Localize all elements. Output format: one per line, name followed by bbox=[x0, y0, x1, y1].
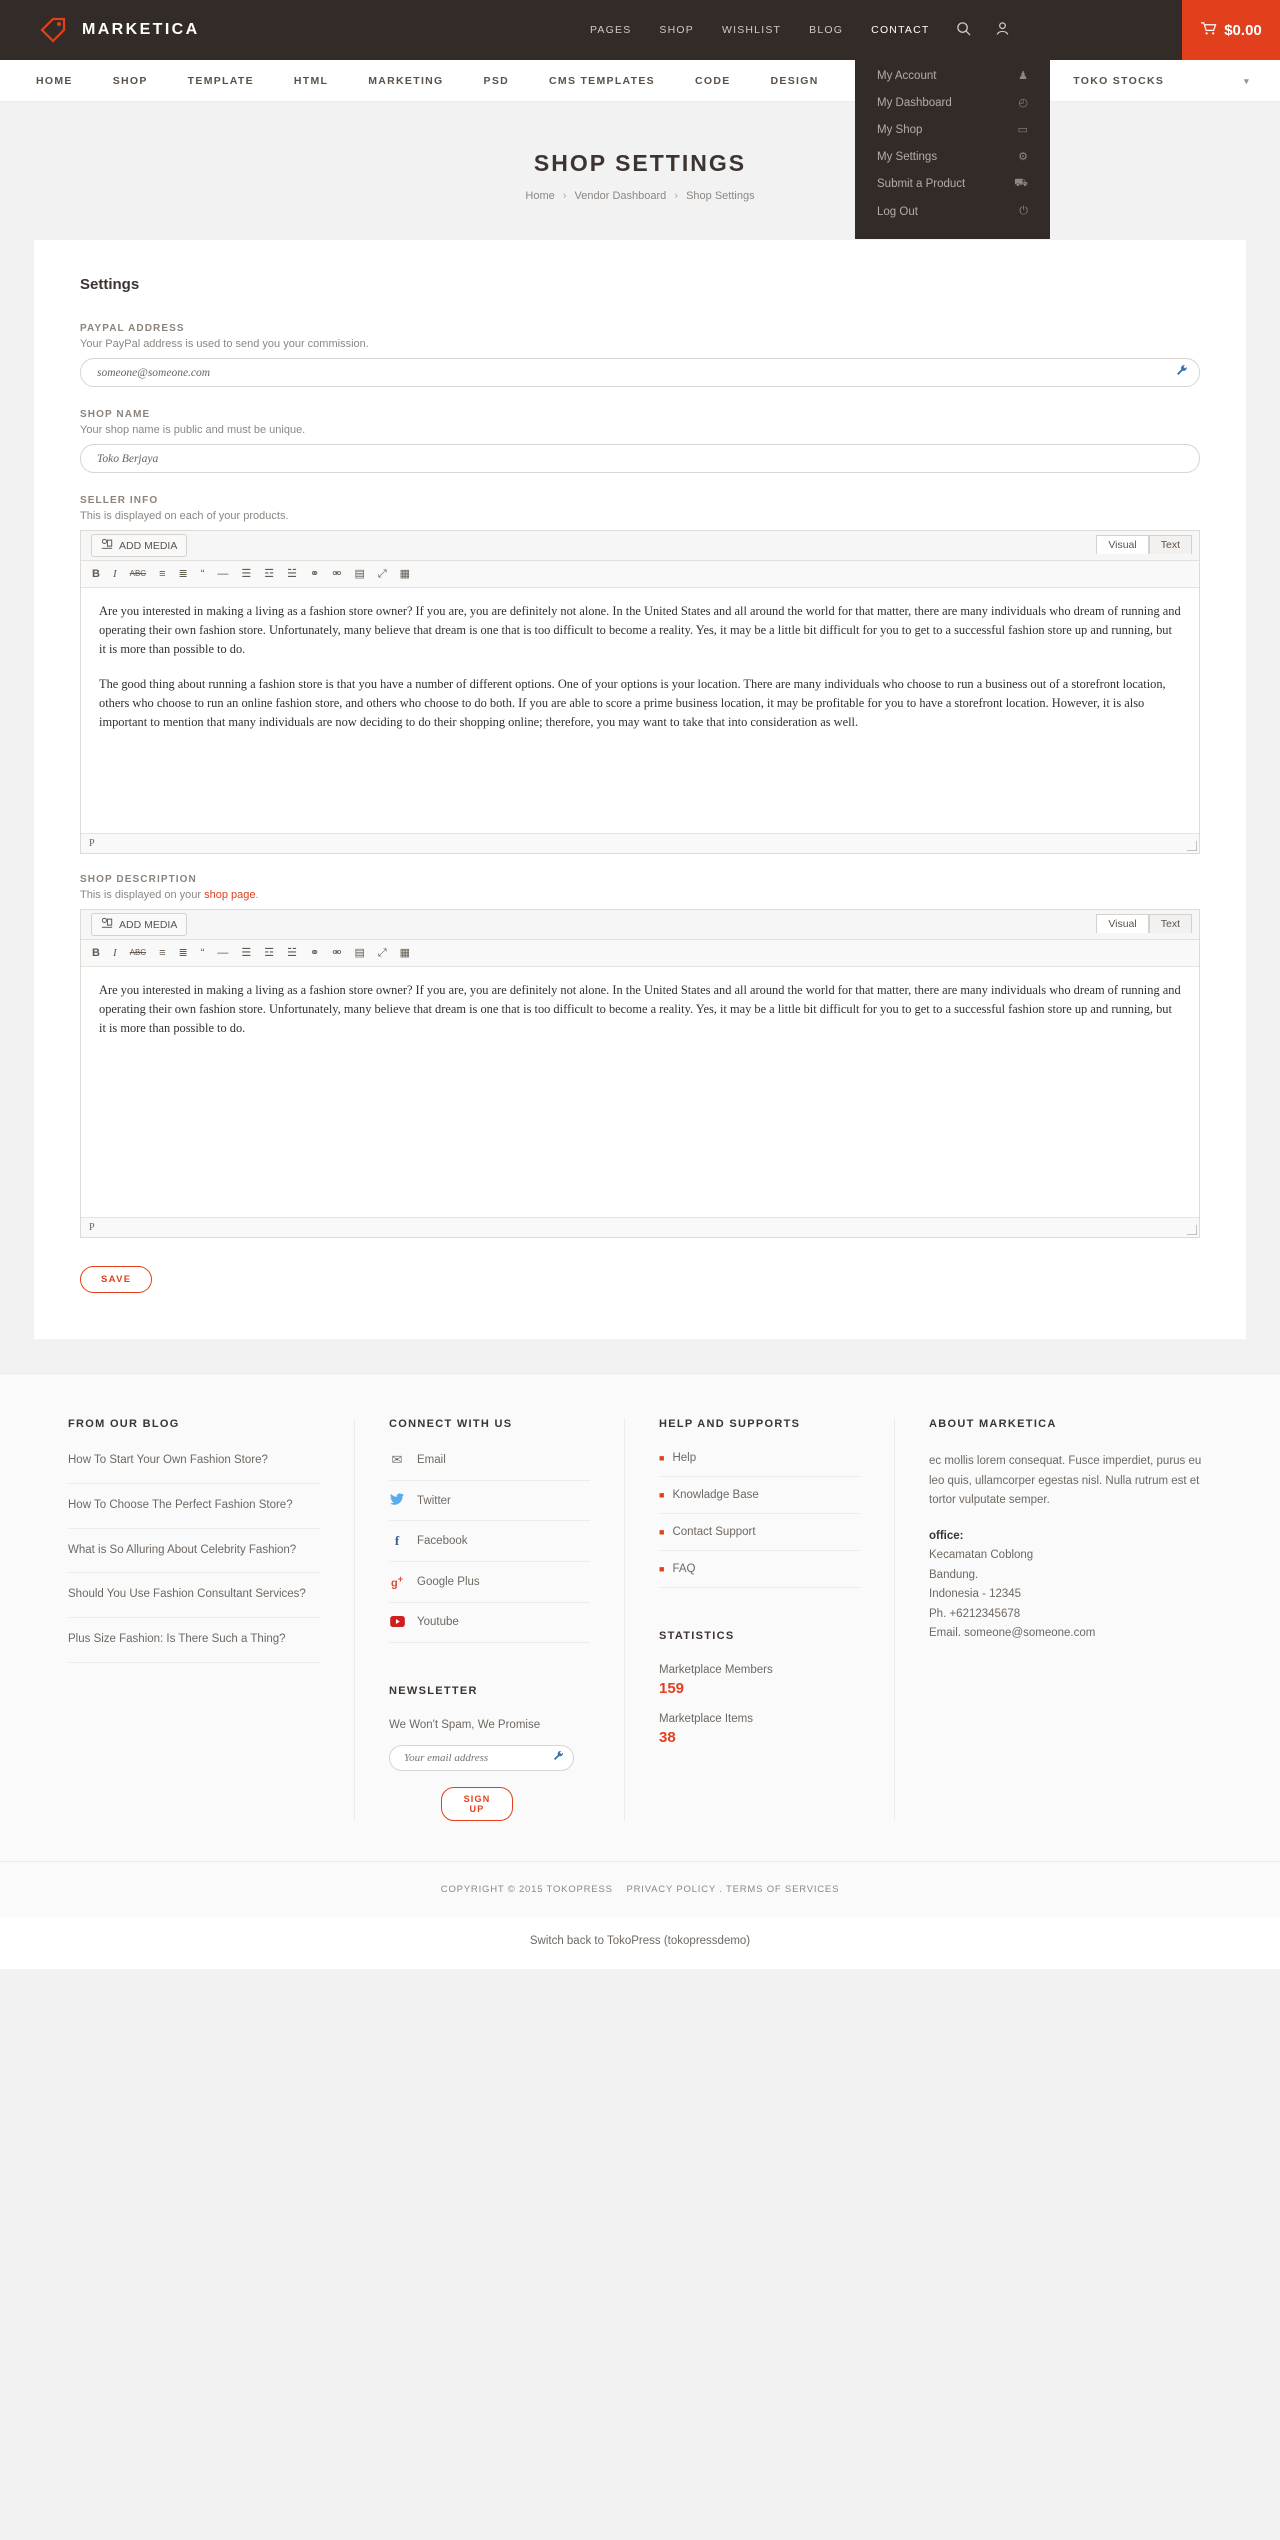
kitchen-sink-icon[interactable]: ▦ bbox=[399, 567, 411, 580]
help-link-help[interactable] bbox=[659, 1452, 860, 1477]
footer-help-column bbox=[624, 1418, 894, 1821]
nav-item-code[interactable]: CODE bbox=[694, 74, 731, 87]
newsletter-field-wrap bbox=[389, 1745, 574, 1771]
about-office-label: office: bbox=[929, 1529, 964, 1542]
footer-about-column bbox=[894, 1418, 1246, 1821]
terms-of-services-link[interactable]: TERMS OF SERVICES bbox=[726, 1883, 840, 1895]
footer-blog-title: FROM OUR BLOG bbox=[68, 1418, 180, 1430]
strikethrough-icon[interactable]: ABC bbox=[129, 948, 147, 957]
wrench-icon[interactable] bbox=[553, 1750, 564, 1764]
shop-name-field-wrap bbox=[80, 444, 1200, 473]
social-label: Twitter bbox=[417, 1494, 451, 1507]
paypal-help: Your PayPal address is used to send you your commission. bbox=[80, 338, 369, 350]
google-plus-icon: g+ bbox=[390, 1574, 404, 1590]
topnav-item-pages[interactable]: PAGES bbox=[590, 24, 632, 36]
copyright-text: COPYRIGHT © 2015 TOKOPRESS bbox=[440, 1883, 613, 1895]
cart-icon: ⛟ bbox=[1014, 177, 1028, 189]
social-link-facebook[interactable] bbox=[389, 1533, 590, 1562]
main-nav bbox=[0, 60, 1280, 102]
editor-statusbar bbox=[81, 1217, 1199, 1237]
bold-icon[interactable]: B bbox=[92, 946, 100, 959]
nav-item-marketing[interactable]: MARKETING bbox=[368, 74, 444, 87]
nav-item-design[interactable]: DESIGN bbox=[770, 74, 819, 87]
add-media-button[interactable] bbox=[91, 534, 187, 557]
shop-description-editor bbox=[80, 909, 1200, 1238]
seller-info-help: This is displayed on each of your products. bbox=[80, 510, 289, 522]
cart-button[interactable] bbox=[1182, 0, 1280, 60]
mail-icon: ✉ bbox=[391, 1452, 403, 1467]
seller-info-editor bbox=[80, 530, 1200, 854]
paypal-input[interactable] bbox=[80, 358, 1200, 387]
shop-description-textarea[interactable] bbox=[81, 967, 1199, 1217]
align-right-icon[interactable]: ☱ bbox=[287, 567, 298, 580]
read-more-icon[interactable]: ▤ bbox=[354, 946, 365, 959]
unlink-icon[interactable]: ⚮ bbox=[332, 946, 342, 959]
editor-paragraph: Are you interested in making a living as a fashion store owner? If you are, you are definitely not alone. In the United States and all around the world for that matter, there are many individuals who dream of running and operating their own fashion store. Unfortunately, many believe that dream is one that is too difficult to become a reality. Yes, it may be a little bit difficult for you to get to a successful fashion store up and running, but it is more than possible to do. bbox=[99, 983, 1181, 1036]
editor-tabs bbox=[1096, 535, 1192, 554]
footer bbox=[0, 1373, 1280, 1861]
newsletter-signup-button[interactable]: SIGN UP bbox=[441, 1787, 513, 1821]
about-office-line: Indonesia - 12345 bbox=[929, 1588, 1022, 1601]
copyright-separator: . bbox=[719, 1883, 723, 1895]
newsletter-subtitle: We Won't Spam, We Promise bbox=[389, 1718, 541, 1731]
align-left-icon[interactable]: ☰ bbox=[241, 567, 252, 580]
top-icon-group bbox=[956, 21, 1010, 39]
nav-item-html[interactable]: HTML bbox=[293, 74, 329, 87]
nav-item-cms-templates[interactable]: CMS TEMPLATES bbox=[549, 74, 655, 87]
breadcrumb bbox=[0, 190, 1280, 202]
topnav-item-shop[interactable]: SHOP bbox=[659, 24, 694, 36]
topnav-item-blog[interactable]: BLOG bbox=[809, 24, 844, 36]
help-prefix: This is displayed on your bbox=[80, 889, 205, 901]
editor-toolbar bbox=[81, 940, 1199, 967]
dropdown-item-my-settings[interactable] bbox=[855, 143, 1050, 170]
stat-label-items: Marketplace Items bbox=[659, 1713, 753, 1725]
social-link-google-plus[interactable] bbox=[389, 1574, 590, 1603]
help-label: Help bbox=[672, 1452, 697, 1464]
bullet-list-icon[interactable]: ≡ bbox=[159, 946, 166, 959]
bullet-icon: ■ bbox=[659, 1490, 665, 1500]
blog-link[interactable]: Plus Size Fashion: Is There Such a Thing? bbox=[68, 1631, 320, 1663]
shop-icon: ▭ bbox=[1017, 124, 1028, 136]
italic-icon[interactable]: I bbox=[112, 946, 117, 959]
numbered-list-icon[interactable]: ≣ bbox=[178, 946, 188, 959]
tab-visual[interactable]: Visual bbox=[1096, 914, 1148, 933]
search-icon[interactable] bbox=[956, 21, 971, 39]
stat-label-members: Marketplace Members bbox=[659, 1664, 773, 1676]
footer-help-title: HELP AND SUPPORTS bbox=[659, 1418, 801, 1430]
align-center-icon[interactable]: ☲ bbox=[264, 946, 275, 959]
wrench-icon[interactable] bbox=[1176, 364, 1188, 379]
tab-text[interactable]: Text bbox=[1149, 914, 1192, 933]
kitchen-sink-icon[interactable]: ▦ bbox=[399, 946, 411, 959]
resize-handle-icon[interactable] bbox=[1187, 841, 1197, 851]
statistics-title: STATISTICS bbox=[659, 1630, 735, 1642]
fullscreen-icon[interactable]: ⤢ bbox=[377, 567, 387, 580]
chevron-down-icon[interactable]: ▾ bbox=[1244, 75, 1250, 86]
add-media-label: ADD MEDIA bbox=[119, 918, 178, 931]
youtube-icon bbox=[389, 1615, 405, 1630]
about-office-line: Email. someone@someone.com bbox=[929, 1627, 1096, 1640]
switch-back-link[interactable]: Switch back to TokoPress (tokopressdemo) bbox=[529, 1934, 751, 1947]
link-icon[interactable]: ⚭ bbox=[310, 567, 320, 580]
align-right-icon[interactable]: ☱ bbox=[287, 946, 298, 959]
user-icon[interactable] bbox=[995, 21, 1010, 39]
shop-name-label: SHOP NAME bbox=[80, 409, 151, 420]
seller-info-textarea[interactable] bbox=[81, 588, 1199, 833]
help-link-faq[interactable] bbox=[659, 1563, 860, 1588]
switch-bar bbox=[0, 1917, 1280, 1969]
cart-icon bbox=[1200, 21, 1217, 40]
add-media-button[interactable] bbox=[91, 913, 187, 936]
italic-icon[interactable]: I bbox=[112, 567, 117, 580]
account-dropdown bbox=[855, 50, 1050, 239]
help-label: FAQ bbox=[672, 1563, 696, 1575]
settings-icon: ⚙ bbox=[1018, 151, 1028, 163]
page-header bbox=[0, 102, 1280, 202]
dropdown-item-label: Submit a Product bbox=[877, 178, 966, 190]
paypal-label: PAYPAL ADDRESS bbox=[80, 323, 185, 334]
fullscreen-icon[interactable]: ⤢ bbox=[377, 946, 387, 959]
help-label: Knowladge Base bbox=[672, 1489, 759, 1501]
privacy-policy-link[interactable]: PRIVACY POLICY bbox=[626, 1883, 716, 1895]
social-label: Facebook bbox=[417, 1535, 468, 1547]
editor-toolbar bbox=[81, 561, 1199, 588]
about-text: ec mollis lorem consequat. Fusce imperdiet, purus eu leo quis, ullamcorper egestas nisl. Nulla rutrum est et tortor vulputate semper. bbox=[929, 1455, 1202, 1507]
media-icon bbox=[101, 917, 113, 932]
blockquote-icon[interactable]: “ bbox=[200, 567, 205, 580]
read-more-icon[interactable]: ▤ bbox=[354, 567, 365, 580]
seller-info-label: SELLER INFO bbox=[80, 495, 159, 506]
logo[interactable] bbox=[0, 13, 370, 47]
bold-icon[interactable]: B bbox=[92, 567, 100, 580]
unlink-icon[interactable]: ⚮ bbox=[332, 567, 342, 580]
settings-heading: Settings bbox=[80, 276, 140, 293]
help-link-knowladge-base[interactable] bbox=[659, 1489, 860, 1514]
horizontal-rule-icon[interactable]: — bbox=[217, 946, 229, 959]
settings-card bbox=[34, 240, 1246, 1339]
breadcrumb-separator: › bbox=[674, 190, 679, 202]
newsletter-email-input[interactable] bbox=[389, 1745, 574, 1771]
shop-name-help: Your shop name is public and must be unique. bbox=[80, 424, 306, 436]
editor-topbar bbox=[81, 531, 1199, 561]
topnav-item-contact[interactable]: CONTACT bbox=[871, 24, 930, 36]
nav-item-psd[interactable]: PSD bbox=[483, 74, 510, 87]
brand-name: MARKETICA bbox=[82, 21, 200, 38]
media-icon bbox=[101, 538, 113, 553]
breadcrumb-item-shop-settings: Shop Settings bbox=[686, 190, 755, 202]
blog-link[interactable]: What is So Alluring About Celebrity Fashion? bbox=[68, 1542, 320, 1574]
about-office-line: Ph. +6212345678 bbox=[929, 1607, 1021, 1620]
social-label: Email bbox=[417, 1454, 446, 1466]
logout-icon: ⏻ bbox=[1019, 205, 1028, 217]
help-suffix: . bbox=[255, 889, 259, 901]
link-icon[interactable]: ⚭ bbox=[310, 946, 320, 959]
horizontal-rule-icon[interactable]: — bbox=[217, 567, 229, 580]
shop-name-input[interactable] bbox=[80, 444, 1200, 473]
top-bar bbox=[0, 0, 1280, 60]
resize-handle-icon[interactable] bbox=[1187, 1225, 1197, 1235]
add-media-label: ADD MEDIA bbox=[119, 539, 178, 552]
social-label: Youtube bbox=[417, 1616, 459, 1629]
dropdown-item-label: My Dashboard bbox=[877, 96, 952, 109]
social-link-email[interactable] bbox=[389, 1452, 590, 1481]
editor-path: P bbox=[89, 1222, 95, 1233]
nav-right-group bbox=[1073, 60, 1250, 102]
copyright-bar bbox=[0, 1861, 1280, 1917]
bullet-icon: ■ bbox=[659, 1527, 665, 1537]
about-office-line: Kecamatan Coblong bbox=[929, 1549, 1034, 1562]
dropdown-item-my-shop[interactable] bbox=[855, 116, 1050, 143]
footer-connect-column bbox=[354, 1418, 624, 1821]
dropdown-item-my-dashboard[interactable] bbox=[855, 89, 1050, 116]
align-left-icon[interactable]: ☰ bbox=[241, 946, 252, 959]
nav-item-toko-stocks[interactable]: TOKO STOCKS bbox=[1073, 75, 1165, 87]
dropdown-item-label: Log Out bbox=[877, 205, 918, 218]
stat-value-items: 38 bbox=[659, 1729, 676, 1746]
editor-statusbar bbox=[81, 833, 1199, 853]
dashboard-icon: ◴ bbox=[1018, 97, 1028, 109]
numbered-list-icon[interactable]: ≣ bbox=[178, 567, 188, 580]
tag-icon bbox=[36, 13, 70, 47]
dropdown-item-label: My Settings bbox=[877, 150, 938, 163]
shop-description-help bbox=[80, 889, 1200, 901]
top-nav bbox=[590, 24, 930, 36]
shop-description-label: SHOP DESCRIPTION bbox=[80, 874, 197, 885]
dropdown-item-log-out[interactable] bbox=[855, 198, 1050, 225]
newsletter-title: NEWSLETTER bbox=[389, 1684, 478, 1697]
blockquote-icon[interactable]: “ bbox=[200, 946, 205, 959]
bullet-list-icon[interactable]: ≡ bbox=[159, 567, 166, 580]
tab-visual[interactable]: Visual bbox=[1096, 535, 1148, 554]
tab-text[interactable]: Text bbox=[1149, 535, 1192, 554]
blog-link[interactable]: How To Choose The Perfect Fashion Store? bbox=[68, 1497, 320, 1529]
editor-topbar bbox=[81, 910, 1199, 940]
paypal-field-wrap bbox=[80, 358, 1200, 387]
nav-item-home[interactable]: HOME bbox=[36, 74, 73, 87]
strikethrough-icon[interactable]: ABC bbox=[129, 569, 147, 578]
dropdown-item-label: My Shop bbox=[877, 123, 923, 136]
social-label: Google Plus bbox=[417, 1575, 480, 1588]
about-office-line: Bandung. bbox=[929, 1568, 979, 1581]
facebook-icon: f bbox=[394, 1533, 400, 1548]
breadcrumb-item-vendor-dashboard[interactable]: Vendor Dashboard bbox=[574, 190, 667, 202]
blog-link[interactable]: How To Start Your Own Fashion Store? bbox=[68, 1452, 320, 1484]
editor-tabs bbox=[1096, 914, 1192, 933]
editor-paragraph: Are you interested in making a living as a fashion store owner? If you are, you are definitely not alone. In the United States and all around the world for that matter, there are many individuals who dream of running and operating their own fashion store. Unfortunately, many believe that dream is one that is too difficult to become a reality. Yes, it may be a little bit difficult for you to get to a successful fashion store up and running, but it is more than possible to do. bbox=[99, 604, 1181, 657]
cart-amount: $0.00 bbox=[1224, 21, 1262, 39]
save-button[interactable]: SAVE bbox=[80, 1266, 152, 1293]
dropdown-item-submit-a-product[interactable] bbox=[855, 170, 1050, 198]
footer-about-title: ABOUT MARKETICA bbox=[929, 1418, 1057, 1430]
footer-blog-column bbox=[34, 1418, 354, 1821]
topnav-item-wishlist[interactable]: WISHLIST bbox=[721, 24, 782, 36]
bullet-icon: ■ bbox=[659, 1453, 665, 1463]
nav-item-template[interactable]: TEMPLATE bbox=[187, 74, 254, 87]
user-icon: ♟ bbox=[1018, 70, 1028, 82]
dropdown-item-my-account[interactable] bbox=[855, 62, 1050, 89]
editor-path: P bbox=[89, 838, 95, 849]
page-title: SHOP SETTINGS bbox=[533, 150, 747, 176]
stat-value-members: 159 bbox=[659, 1680, 685, 1697]
social-link-youtube[interactable] bbox=[389, 1615, 590, 1643]
nav-item-shop[interactable]: SHOP bbox=[112, 74, 148, 87]
dropdown-item-label: My Account bbox=[877, 69, 937, 82]
editor-paragraph: The good thing about running a fashion store is that you have a number of different options. One of your options is your location. There are many individuals who choose to run a business out of a storefront location, others who choose to run an online fashion store, and others who choose to do both. If you are able to score a prime business location, it may be profitable for you to have a storefront location. However, it is also important to mention that many individuals are now deciding to do their shopping online; therefore, you may want to take that into consideration as well. bbox=[99, 676, 1166, 730]
blog-link[interactable]: Should You Use Fashion Consultant Services? bbox=[68, 1586, 320, 1618]
breadcrumb-separator: › bbox=[562, 190, 567, 202]
help-label: Contact Support bbox=[672, 1526, 756, 1538]
breadcrumb-item-home[interactable]: Home bbox=[525, 190, 555, 202]
align-center-icon[interactable]: ☲ bbox=[264, 567, 275, 580]
social-link-twitter[interactable] bbox=[389, 1493, 590, 1521]
footer-connect-title: CONNECT WITH US bbox=[389, 1418, 513, 1430]
help-link-contact-support[interactable] bbox=[659, 1526, 860, 1551]
bullet-icon: ■ bbox=[659, 1564, 665, 1574]
shop-page-link[interactable]: shop page bbox=[204, 889, 256, 901]
twitter-icon bbox=[389, 1493, 405, 1508]
